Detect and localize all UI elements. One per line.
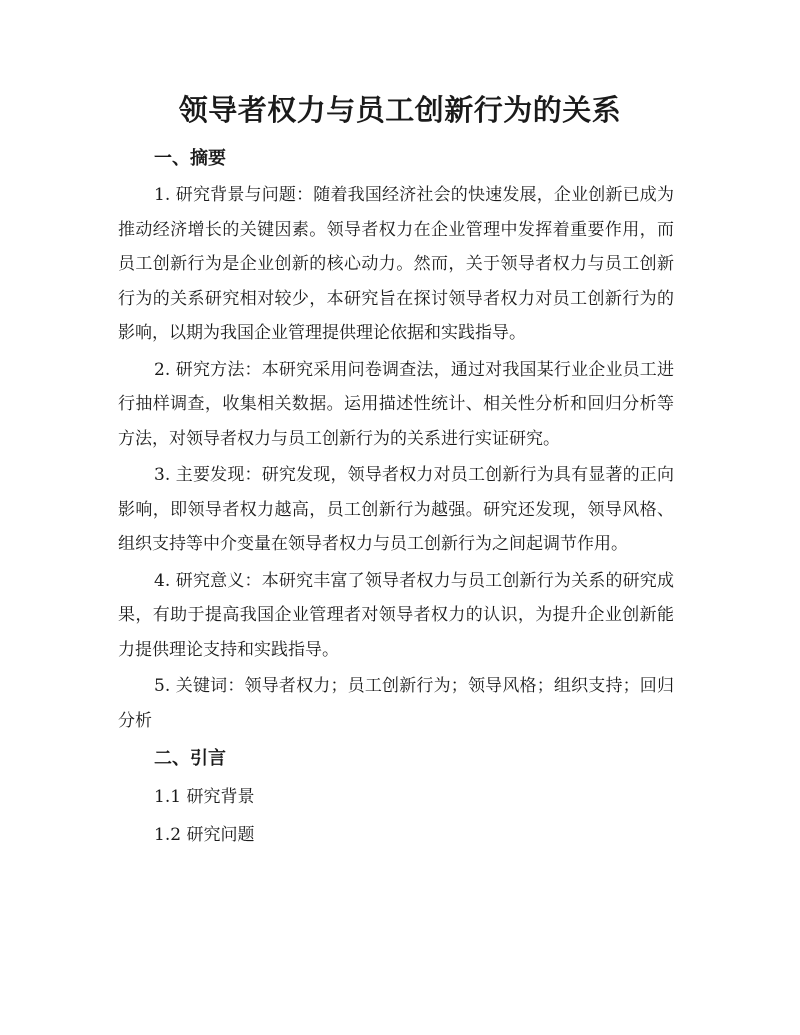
section-heading-introduction: 二、引言: [154, 748, 226, 769]
subsection-research-background: 1.1 研究背景: [154, 787, 255, 807]
abstract-paragraph-background: 1. 研究背景与问题：随着我国经济社会的快速发展，企业创新已成为推动经济增长的关键因素。领导者权力在企业管理中发挥着重要作用，而员工创新行为是企业创新的核心动力。然而，关于领导者权力与员工创新行为的关系研究相对较少，本研究旨在探讨领导者权力对员工创新行为的影响，以期为我国企业管理提供理论依据和实践指导。: [118, 185, 674, 343]
abstract-paragraph-keywords: 5. 关键词：领导者权力；员工创新行为；领导风格；组织支持；回归分析: [118, 676, 674, 731]
abstract-paragraph-method: 2. 研究方法：本研究采用问卷调查法，通过对我国某行业企业员工进行抽样调查，收集相关数据。运用描述性统计、相关性分析和回归分析等方法，对领导者权力与员工创新行为的关系进行实证研究。: [118, 359, 674, 449]
document-body: [118, 140, 674, 854]
abstract-paragraph-findings: 3. 主要发现：研究发现，领导者权力对员工创新行为具有显著的正向影响，即领导者权力越高，员工创新行为越强。研究还发现，领导风格、组织支持等中介变量在领导者权力与员工创新行为之间起调节作用。: [118, 465, 674, 554]
subsection-research-question: 1.2 研究问题: [154, 825, 255, 845]
document-title: 领导者权力与员工创新行为的关系: [178, 93, 622, 127]
section-heading-abstract: 一、摘要: [154, 148, 226, 169]
abstract-paragraph-significance: 4. 研究意义：本研究丰富了领导者权力与员工创新行为关系的研究成果，有助于提高我国企业管理者对领导者权力的认识，为提升企业创新能力提供理论支持和实践指导。: [118, 570, 674, 660]
